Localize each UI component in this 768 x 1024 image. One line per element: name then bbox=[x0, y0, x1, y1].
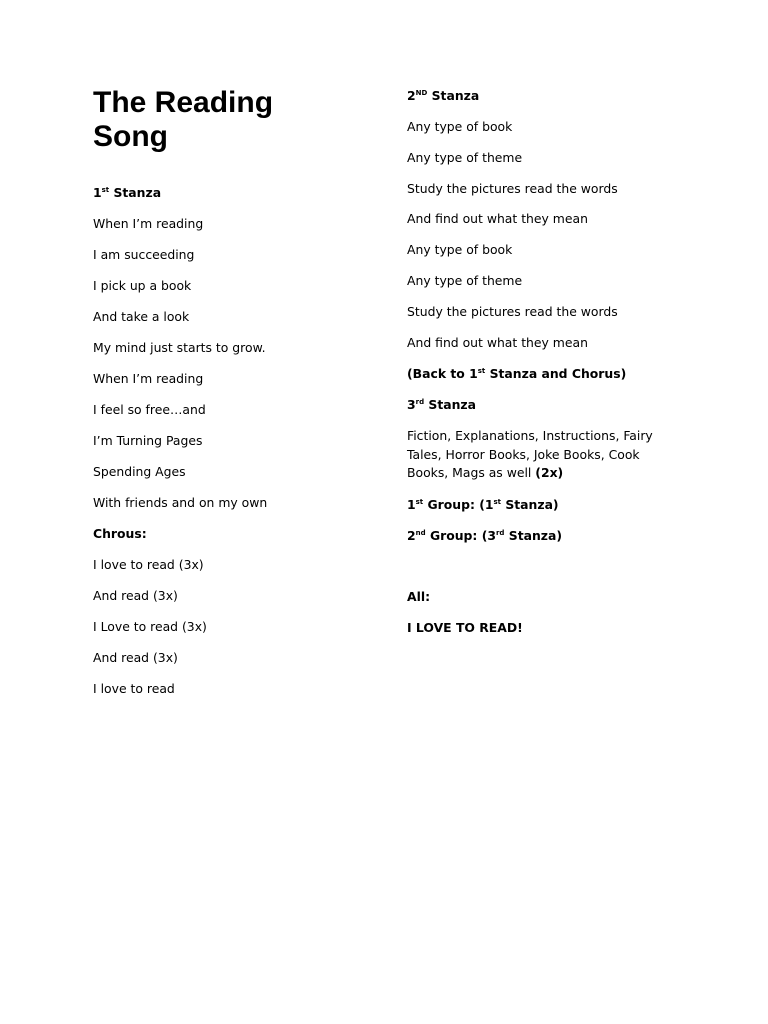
stanza-number: 3 bbox=[407, 397, 416, 412]
chorus-line: And read (3x) bbox=[93, 650, 178, 665]
lyric-line: My mind just starts to grow. bbox=[93, 340, 266, 355]
lyric-line: Any type of theme bbox=[407, 273, 523, 288]
stanza-word: Stanza bbox=[427, 88, 480, 103]
stanza-number: 1 bbox=[93, 185, 102, 200]
group-2-assignment bbox=[407, 527, 562, 546]
lyric-line: Study the pictures read the words bbox=[407, 304, 618, 319]
group-text: Group: (1 bbox=[423, 497, 494, 512]
ordinal-suffix: nd bbox=[415, 529, 426, 537]
stanza-word: Stanza bbox=[424, 397, 477, 412]
group-text: Stanza) bbox=[501, 497, 559, 512]
stanza-3-heading bbox=[407, 396, 476, 415]
page-title: The Reading Song bbox=[93, 86, 274, 153]
group-text: Group: (3 bbox=[425, 528, 496, 543]
back-to-stanza-note bbox=[407, 365, 626, 384]
ordinal-suffix: st bbox=[415, 498, 424, 506]
lyric-line: When I’m reading bbox=[93, 371, 204, 386]
ordinal-suffix: st bbox=[493, 498, 502, 506]
chorus-heading: Chrous: bbox=[93, 526, 147, 541]
ordinal-suffix: st bbox=[101, 186, 110, 194]
lyric-line: Study the pictures read the words bbox=[407, 181, 618, 196]
lyric-line: Spending Ages bbox=[93, 464, 186, 479]
all-heading: All: bbox=[407, 589, 431, 604]
lyric-line: When I’m reading bbox=[93, 216, 204, 231]
lyric-line: Any type of theme bbox=[407, 150, 523, 165]
lyric-line: I’m Turning Pages bbox=[93, 433, 203, 448]
lyric-line: With friends and on my own bbox=[93, 495, 268, 510]
stanza-2-heading bbox=[407, 87, 479, 106]
group-1-assignment bbox=[407, 496, 559, 515]
stanza-number: 2 bbox=[407, 88, 416, 103]
group-number: 1 bbox=[407, 497, 416, 512]
lyric-line: And take a look bbox=[93, 309, 190, 324]
ordinal-suffix: rd bbox=[495, 529, 505, 537]
lyric-line: I feel so free…and bbox=[93, 402, 206, 417]
stanza-word: Stanza bbox=[109, 185, 162, 200]
lyric-line: And find out what they mean bbox=[407, 335, 588, 350]
lyric-line: I am succeeding bbox=[93, 247, 195, 262]
chorus-line: I Love to read (3x) bbox=[93, 619, 207, 634]
note-text: (Back to 1 bbox=[407, 366, 478, 381]
note-text: Stanza and Chorus) bbox=[485, 366, 627, 381]
lyric-line: Any type of book bbox=[407, 119, 513, 134]
ordinal-suffix: rd bbox=[415, 398, 425, 406]
lyric-line: And find out what they mean bbox=[407, 211, 588, 226]
lyric-line: I pick up a book bbox=[93, 278, 192, 293]
chorus-line: And read (3x) bbox=[93, 588, 178, 603]
finale-line: I LOVE TO READ! bbox=[407, 620, 523, 635]
stanza-3-text bbox=[407, 427, 679, 483]
lyric-text: Fiction, Explanations, Instructions, Fairy Tales, Horror Books, Joke Books, Cook Books, Mags as well bbox=[407, 428, 653, 480]
ordinal-suffix: ND bbox=[415, 89, 428, 97]
stanza-1-heading bbox=[93, 184, 161, 203]
lyric-line: Any type of book bbox=[407, 242, 513, 257]
group-text: Stanza) bbox=[504, 528, 563, 543]
chorus-line: I love to read (3x) bbox=[93, 557, 204, 572]
ordinal-suffix: st bbox=[477, 367, 486, 375]
group-number: 2 bbox=[407, 528, 416, 543]
chorus-line: I love to read bbox=[93, 681, 175, 696]
repeat-marker: (2x) bbox=[535, 465, 564, 480]
